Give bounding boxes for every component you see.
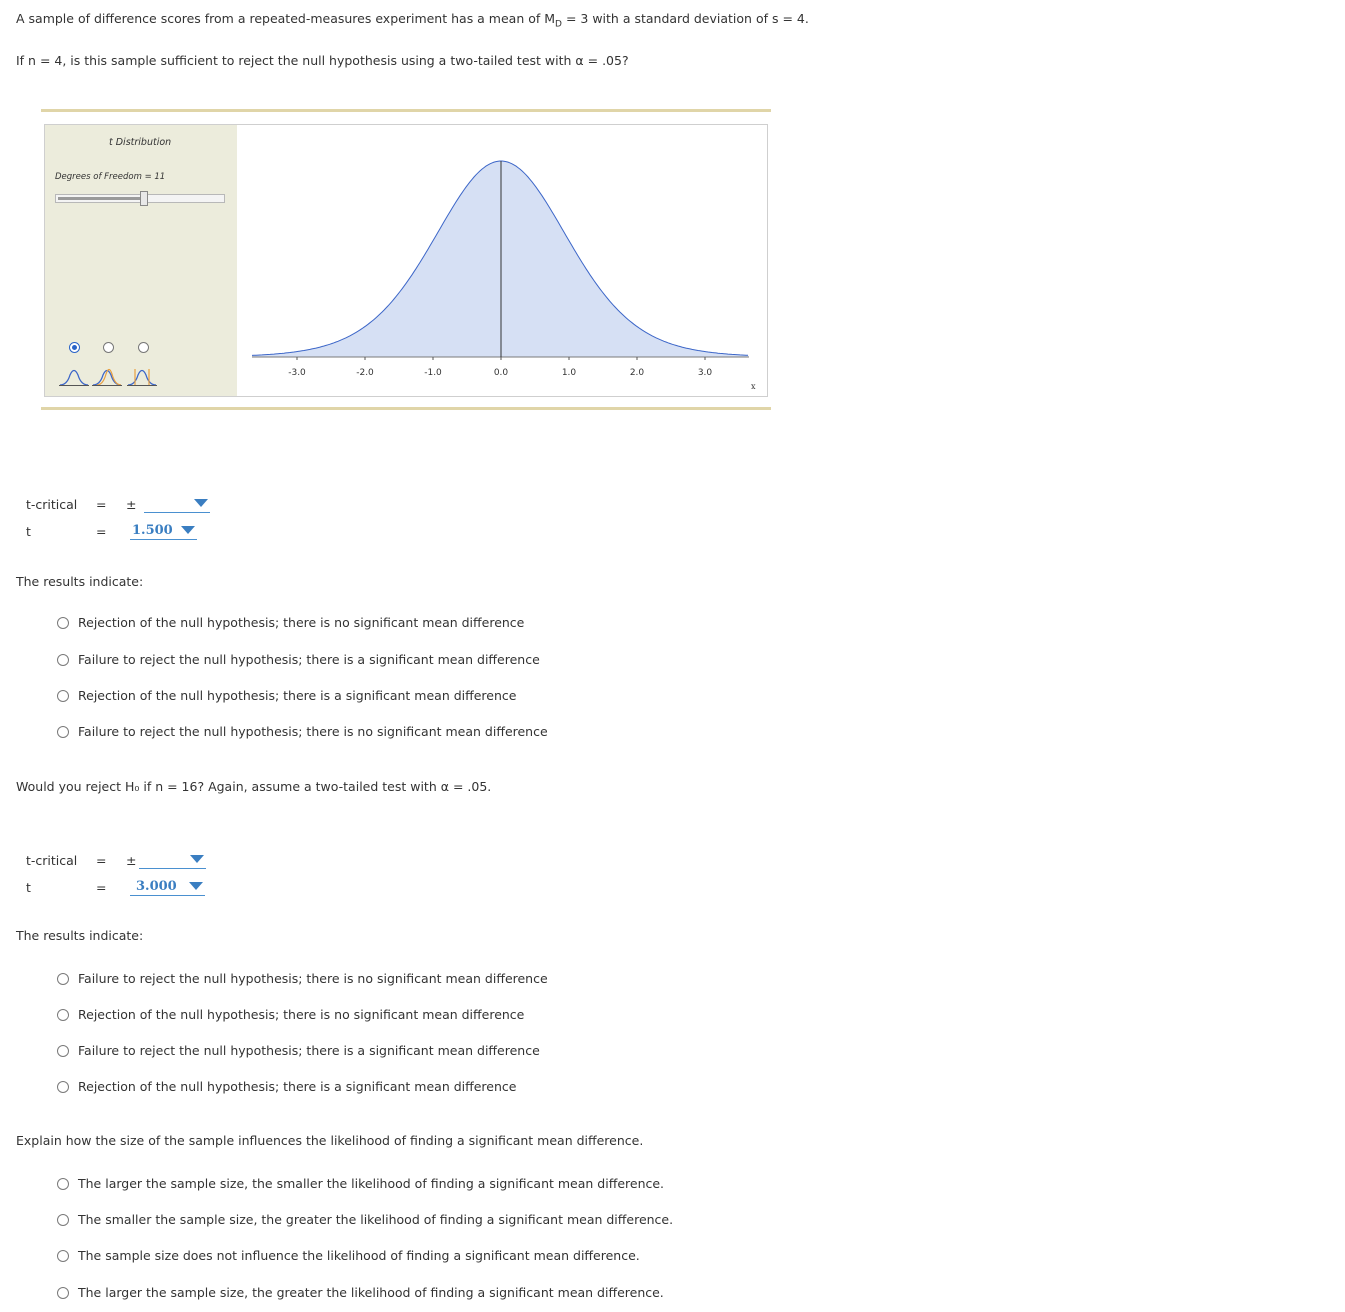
question-sample-size: Explain how the size of the sample influences the likelihood of finding a significant mean difference. (16, 1133, 644, 1148)
radio-button[interactable] (57, 690, 69, 702)
t-dropdown-1[interactable] (130, 523, 197, 540)
tcrit-dropdown-1[interactable] (144, 496, 210, 513)
x-tick-label: 2.0 (629, 368, 645, 378)
chevron-down-icon (189, 882, 203, 890)
tcrit-label-2: t-critical (26, 853, 78, 868)
tcrit-equals-1: = (96, 497, 107, 512)
radio-button[interactable] (57, 1081, 69, 1093)
radio-button[interactable] (57, 726, 69, 738)
widget-bottom-rule (41, 407, 771, 410)
t-dropdown-2-value: 3.000 (136, 879, 177, 894)
x-tick-label: -1.0 (424, 368, 442, 378)
radio-button[interactable] (57, 1214, 69, 1226)
chevron-down-icon (194, 499, 208, 507)
radio-button[interactable] (57, 1287, 69, 1299)
t-equals-1: = (96, 524, 107, 539)
radio-button[interactable] (57, 1178, 69, 1190)
x-axis-label: x (751, 382, 756, 391)
tcrit-plusminus-2: ± (126, 853, 137, 868)
x-tick-label: 3.0 (697, 368, 713, 378)
widget-top-rule (41, 109, 771, 112)
chevron-down-icon (181, 526, 195, 534)
question-n4: If n = 4, is this sample sufficient to reject the null hypothesis using a two-tailed test with α = .05? (16, 53, 629, 68)
radio-button[interactable] (57, 1250, 69, 1262)
tcrit-plusminus-1: ± (126, 497, 137, 512)
t-distribution-widget (44, 124, 768, 397)
t-dropdown-2[interactable] (130, 879, 205, 896)
x-tick-label: -2.0 (356, 368, 374, 378)
t-label-1: t (26, 524, 31, 539)
results-label-1: The results indicate: (16, 574, 144, 589)
results-label-2: The results indicate: (16, 928, 144, 943)
x-tick-label: 1.0 (561, 368, 577, 378)
x-tick-label: -3.0 (288, 368, 306, 378)
radio-button[interactable] (57, 973, 69, 985)
widget-title: t Distribution (109, 137, 172, 148)
x-tick-label: 0.0 (493, 368, 509, 378)
radio-button[interactable] (57, 617, 69, 629)
tcrit-label-1: t-critical (26, 497, 78, 512)
question-intro: A sample of difference scores from a repeated-measures experiment has a mean of $M_D = 3$ with a standard deviation of s = 4. (16, 11, 809, 30)
radio-button[interactable] (57, 1045, 69, 1057)
t-distribution-plot (45, 125, 767, 396)
t-dropdown-1-value: 1.500 (132, 523, 173, 538)
radio-button[interactable] (57, 1009, 69, 1021)
t-label-2: t (26, 880, 31, 895)
dof-label: Degrees of Freedom = 11 (55, 172, 166, 182)
t-equals-2: = (96, 880, 107, 895)
radio-button[interactable] (57, 654, 69, 666)
tcrit-equals-2: = (96, 853, 107, 868)
question-n16: Would you reject H₀ if n = 16? Again, assume a two-tailed test with α = .05. (16, 779, 492, 794)
tcrit-dropdown-2[interactable] (139, 852, 206, 869)
chevron-down-icon (190, 855, 204, 863)
